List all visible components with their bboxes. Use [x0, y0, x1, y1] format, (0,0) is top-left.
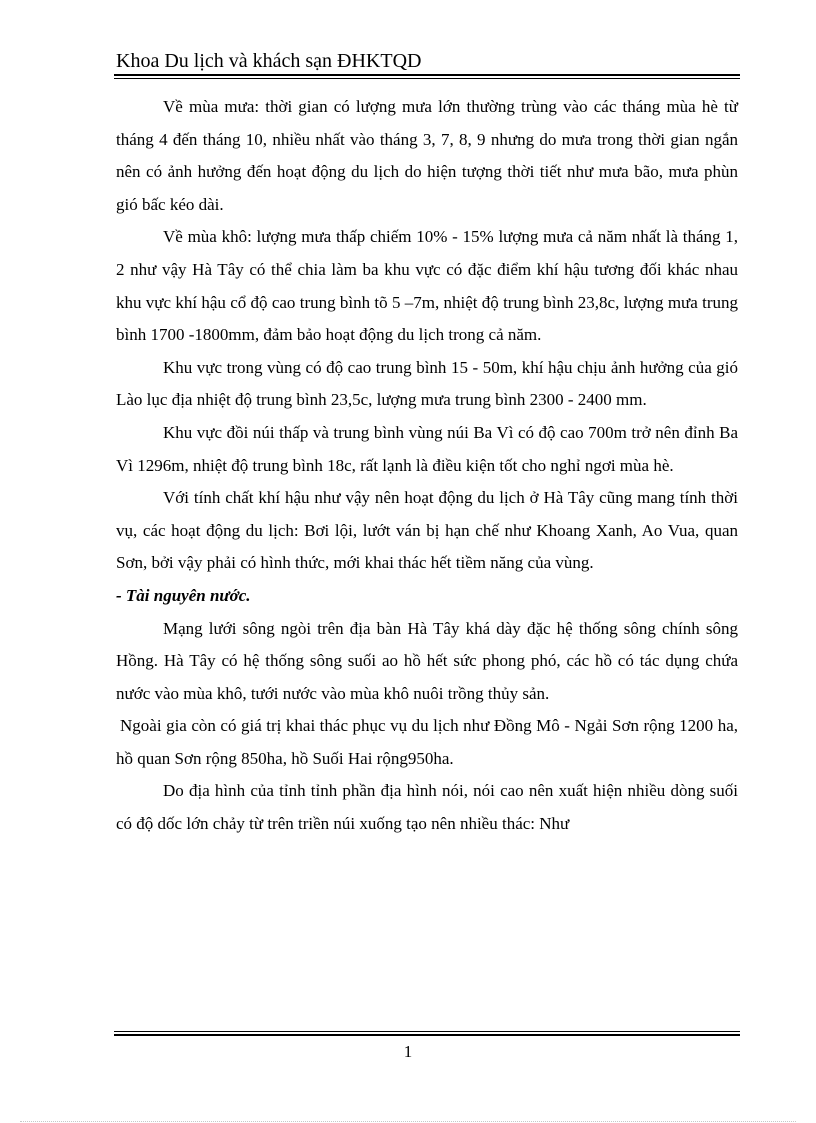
- paragraph-river-network: Mạng lưới sông ngòi trên địa bàn Hà Tây khá dày đặc hệ thống sông chính sông Hồng. Hà Tây có hệ thống sông suối ao hồ hết sức phong phó, các hồ có tác dụng chứa nước vào mùa khô, tưới nước vào mùa khô nuôi trồng thủy sản.: [116, 618, 738, 703]
- paragraph-lakes: Ngoài gia còn có giá trị khai thác phục vụ du lịch như Đồng Mô - Ngải Sơn rộng 1200 ha, hồ quan Sơn rộng 850ha, hồ Suối Hai rộng950ha.: [116, 716, 738, 768]
- paragraph-waterfalls: Do địa hình của tỉnh tỉnh phần địa hình nói, nói cao nên xuất hiện nhiều dòng suối có độ dốc lớn chảy từ trên triền núi xuống tạo nên nhiều thác: Như: [116, 781, 738, 834]
- section-heading-prefix: - T: [116, 585, 137, 605]
- paragraph-rainy-season: Về mùa mưa: thời gian có lượng mưa lớn thường trùng vào các tháng mùa hè từ tháng 4 đến tháng 10, nhiều nhất vào tháng 3, 7, 8, 9 nhưng do mưa trong thời gian ngắn nên có ảnh hưởng đến hoạt động du lịch do hiện tượng thời tiết như mưa bão, mưa phùn gió bấc kéo dài.: [116, 97, 738, 214]
- paragraph-dry-season: Về mùa khô: lượng mưa thấp chiếm 10% - 15% lượng mưa cả năm nhất là tháng 1, 2 như vậy Hà Tây có thể chia làm ba khu vực có đặc điểm khí hậu tương đối khác nhau khu vực khí hậu cổ độ cao trung bình tõ 5 –7m, nhiệt độ trung bình 23,8c, lượng mưa trung bình 1700 -1800mm, đảm bảo hoạt động du lịch trong cả năm.: [116, 227, 738, 345]
- page-bottom-dotted-border: [20, 1121, 796, 1122]
- header-rule-thick: [114, 74, 740, 76]
- footer-rule-thick: [114, 1034, 740, 1036]
- footer-rule-thin: [114, 1031, 740, 1032]
- header-title: Khoa Du lịch và khách sạn ĐHKTQD: [116, 50, 422, 72]
- section-heading-label: ài nguyên nước.: [136, 585, 251, 605]
- paragraph-seasonality: Với tính chất khí hậu như vậy nên hoạt động du lịch ở Hà Tây cũng mang tính thời vụ, các hoạt động du lịch: Bơi lội, lướt ván bị hạn chế như Khoang Xanh, Ao Vua, quan Sơn, bởi vậy phải có hình thức, mới khai thác hết tiềm năng của vùng.: [116, 488, 738, 573]
- paragraph-mountain-zone: Khu vực đồi núi thấp và trung bình vùng núi Ba Vì có độ cao 700m trở nên đỉnh Ba Vì 1296m, nhiệt độ trung bình 18c, rất lạnh là điều kiện tốt cho nghỉ ngơi mùa hè.: [116, 422, 738, 475]
- document-body: [116, 91, 738, 841]
- section-heading-water-resources: [116, 580, 738, 613]
- page-number: 1: [403, 1042, 413, 1061]
- paragraph-midland-zone: Khu vực trong vùng có độ cao trung bình 15 - 50m, khí hậu chịu ảnh hưởng của gió Lào lục địa nhiệt độ trung bình 23,5c, lượng mưa trung bình 2300 - 2400 mm.: [116, 357, 738, 410]
- header-rule-thin: [114, 78, 740, 79]
